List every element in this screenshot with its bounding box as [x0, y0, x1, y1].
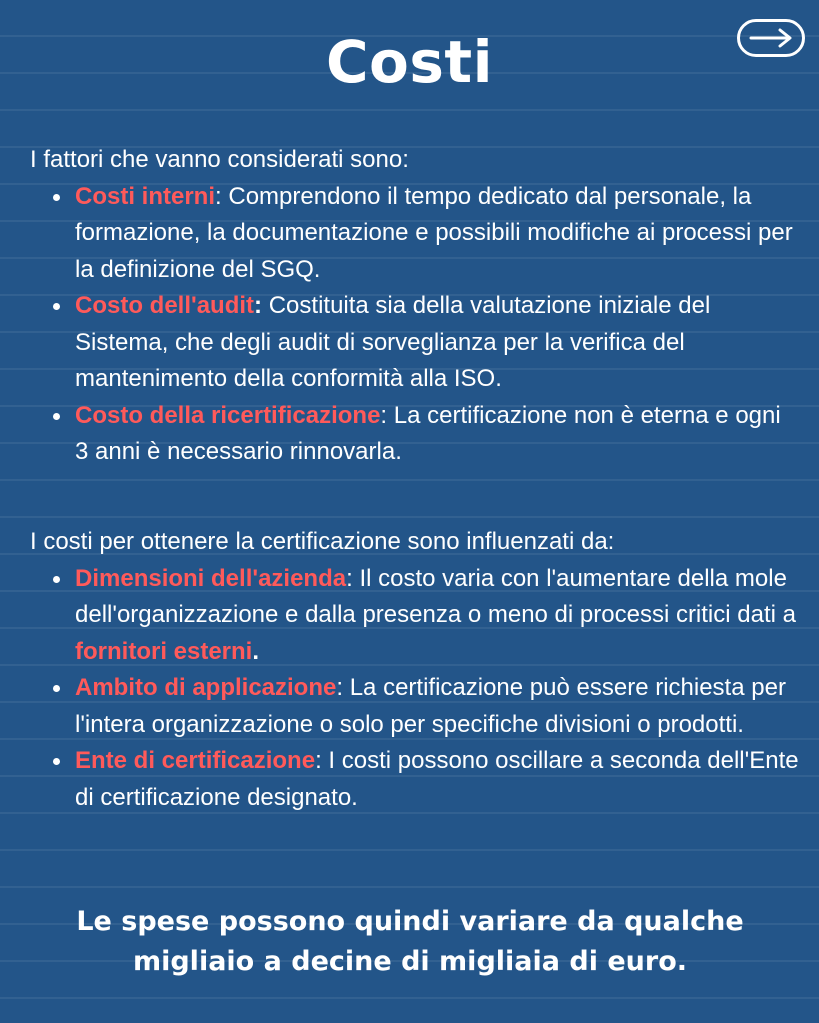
page-title: Costi	[325, 28, 494, 96]
cost-factors-list	[30, 179, 800, 471]
cost-influences-section	[30, 524, 800, 816]
item-text: I costi possono oscillare a seconda dell'Ente di certificazione designato.	[75, 747, 799, 811]
item-text: Costituita sia della valutazione iniziale del Sistema, che degli audit di sorveglianza per la verifica del mantenimento della conformità alla ISO.	[75, 292, 711, 392]
item-separator: :	[380, 401, 388, 429]
next-button[interactable]	[737, 19, 805, 57]
list-item	[30, 288, 800, 398]
item-term-inline: fornitori esterni	[75, 637, 253, 665]
cost-factors-section	[30, 142, 800, 471]
list-item	[30, 179, 800, 289]
arrow-right-icon	[749, 28, 793, 48]
item-term: Costo dell'audit	[75, 292, 255, 319]
item-separator: :	[254, 292, 263, 319]
item-text: Il costo varia con l'aumentare della mole dell'organizzazione e dalla presenza o meno di processi critici dati a	[75, 564, 796, 628]
item-end: .	[252, 637, 260, 665]
list-item	[30, 561, 800, 671]
section-intro: I fattori che vanno considerati sono:	[30, 146, 409, 173]
list-item	[30, 398, 800, 471]
item-separator: :	[336, 674, 344, 701]
item-term: Costo della ricertificazione	[75, 401, 381, 429]
item-separator: :	[346, 564, 353, 592]
cost-influences-list	[30, 561, 800, 817]
list-item	[30, 743, 800, 816]
item-separator: :	[315, 747, 322, 774]
item-text: La certificazione può essere richiesta per l'intera organizzazione o solo per specifiche divisioni o prodotti.	[75, 674, 786, 738]
item-term: Ente di certificazione	[75, 747, 316, 774]
conclusion-text: Le spese possono quindi variare da qualche migliaio a decine di migliaia di euro.	[76, 906, 744, 977]
item-term: Costi interni	[75, 182, 216, 210]
item-text: La certificazione non è eterna e ogni 3 anni è necessario rinnovarla.	[75, 401, 781, 465]
list-item	[30, 670, 800, 743]
item-separator: :	[215, 182, 222, 210]
item-term: Dimensioni dell'azienda	[75, 564, 347, 592]
item-text: Comprendono il tempo dedicato dal personale, la formazione, la documentazione e possibili modifiche ai processi per la definizione del SGQ.	[75, 182, 793, 283]
section-intro: I costi per ottenere la certificazione sono influenzati da:	[30, 528, 615, 555]
item-term: Ambito di applicazione	[75, 674, 337, 701]
